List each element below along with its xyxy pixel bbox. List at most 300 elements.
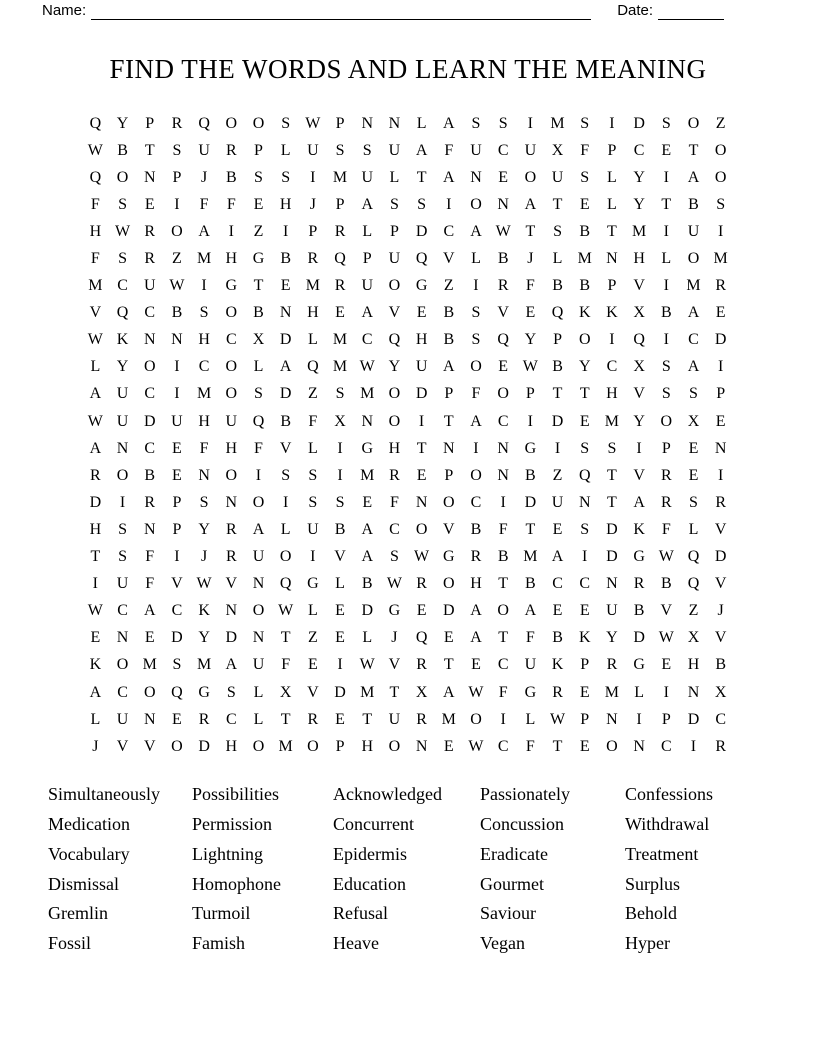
grid-letter: R	[225, 141, 237, 159]
grid-letter: O	[143, 683, 156, 701]
grid-letter: V	[443, 250, 455, 268]
grid-letter: T	[90, 548, 101, 566]
grid-letter: O	[225, 114, 238, 132]
grid-letter: T	[416, 439, 427, 457]
grid-letter: Q	[388, 331, 401, 349]
word-list-item: Education	[333, 873, 406, 894]
grid-letter: Y	[198, 520, 210, 538]
grid-letter: M	[604, 412, 620, 430]
grid-letter: Q	[171, 683, 183, 701]
grid-letter: Q	[116, 304, 129, 322]
grid-letter: D	[89, 493, 102, 511]
grid-letter: A	[687, 168, 700, 186]
grid-letter: U	[388, 250, 401, 268]
grid-letter: E	[335, 710, 345, 728]
grid-letter: Q	[415, 250, 428, 268]
grid-letter: S	[389, 195, 399, 213]
grid-letter: E	[172, 710, 182, 728]
grid-letter: U	[116, 385, 129, 403]
word-list-item: Medication	[48, 814, 130, 835]
grid-letter: F	[254, 439, 263, 457]
grid-letter: L	[90, 710, 101, 728]
grid-letter: S	[498, 114, 508, 132]
grid-letter: J	[527, 250, 534, 268]
grid-letter: M	[523, 548, 538, 566]
grid-letter: G	[198, 683, 210, 701]
grid-letter: Z	[552, 466, 563, 484]
grid-letter: D	[361, 602, 373, 620]
grid-letter: K	[633, 520, 645, 538]
grid-letter: N	[116, 629, 129, 647]
grid-letter: O	[415, 520, 428, 538]
grid-letter: I	[201, 277, 207, 295]
date-label: Date:	[617, 2, 654, 19]
grid-letter: S	[689, 493, 698, 511]
grid-letter: D	[687, 710, 700, 728]
grid-letter: N	[606, 710, 618, 728]
word-list	[0, 780, 816, 959]
grid-letter: N	[143, 710, 156, 728]
grid-letter: C	[361, 331, 373, 349]
grid-letter: W	[386, 575, 402, 593]
word-list-item: Behold	[625, 903, 677, 924]
grid-letter: P	[444, 385, 454, 403]
grid-letter: B	[361, 575, 373, 593]
grid-letter: R	[416, 710, 427, 728]
grid-letter: Y	[198, 629, 210, 647]
grid-letter: C	[389, 520, 400, 538]
grid-letter: U	[116, 575, 129, 593]
grid-letter: S	[362, 141, 372, 159]
grid-letter: S	[281, 168, 291, 186]
grid-letter: L	[90, 358, 101, 376]
grid-letter: V	[633, 466, 645, 484]
grid-letter: P	[580, 656, 590, 674]
grid-letter: B	[552, 629, 563, 647]
grid-letter: B	[633, 602, 645, 620]
grid-letter: R	[334, 277, 346, 295]
grid-letter: C	[117, 602, 128, 620]
grid-letter: M	[360, 683, 375, 701]
grid-letter: I	[609, 114, 615, 132]
grid-letter: X	[633, 358, 645, 376]
grid-letter: C	[497, 141, 509, 159]
grid-letter: T	[498, 575, 509, 593]
grid-letter: Y	[116, 358, 129, 376]
grid-letter: I	[473, 277, 479, 295]
grid-letter: L	[688, 520, 699, 538]
grid-letter: W	[305, 114, 321, 132]
grid-letter: B	[280, 412, 291, 430]
grid-letter: S	[199, 304, 209, 322]
grid-letter: B	[525, 575, 536, 593]
grid-letter: P	[172, 493, 182, 511]
grid-letter: V	[89, 304, 102, 322]
grid-letter: U	[551, 493, 564, 511]
grid-letter: C	[633, 141, 645, 159]
grid-letter: B	[443, 331, 455, 349]
word-list-item: Vegan	[480, 933, 525, 954]
grid-letter: A	[443, 168, 455, 186]
grid-letter: V	[714, 629, 727, 647]
grid-letter: M	[604, 683, 620, 701]
grid-letter: N	[143, 331, 156, 349]
grid-letter: K	[551, 656, 564, 674]
grid-letter: E	[579, 737, 590, 755]
grid-letter: W	[549, 710, 566, 728]
grid-letter: A	[225, 656, 238, 674]
grid-letter: V	[225, 575, 238, 593]
grid-letter: W	[468, 737, 484, 755]
grid-letter: T	[607, 222, 617, 240]
grid-letter: B	[552, 277, 563, 295]
grid-letter: D	[279, 385, 292, 403]
grid-letter: L	[362, 222, 373, 240]
word-list-item: Turmoil	[192, 903, 251, 924]
grid-letter: D	[551, 412, 564, 430]
grid-letter: A	[443, 683, 455, 701]
grid-letter: Q	[497, 331, 509, 349]
grid-letter: S	[580, 520, 590, 538]
grid-letter: I	[527, 114, 533, 132]
grid-letter: V	[143, 737, 156, 755]
grid-letter: B	[117, 141, 128, 159]
grid-letter: X	[687, 629, 700, 647]
grid-letter: Z	[307, 385, 318, 403]
grid-letter: D	[524, 493, 537, 511]
word-list-column	[480, 780, 625, 959]
grid-letter: U	[116, 710, 129, 728]
grid-letter: R	[416, 575, 427, 593]
grid-letter: L	[307, 331, 318, 349]
grid-letter: U	[252, 548, 265, 566]
grid-letter: V	[171, 575, 183, 593]
grid-letter: H	[198, 412, 210, 430]
grid-letter: I	[446, 195, 452, 213]
grid-letter: O	[279, 548, 292, 566]
grid-letter: L	[307, 439, 318, 457]
grid-letter: I	[310, 548, 316, 566]
word-list-item: Surplus	[625, 873, 681, 894]
grid-letter: O	[606, 737, 618, 755]
grid-letter: N	[225, 493, 238, 511]
grid-letter: K	[116, 331, 129, 349]
grid-letter: V	[714, 575, 727, 593]
grid-letter: N	[415, 493, 428, 511]
grid-letter: D	[714, 331, 727, 349]
grid-letter: S	[471, 114, 481, 132]
grid-letter: N	[143, 520, 156, 538]
grid-letter: A	[443, 114, 455, 132]
grid-letter: I	[282, 222, 289, 240]
grid-letter: C	[443, 222, 455, 240]
grid-letter: R	[144, 493, 156, 511]
grid-letter: N	[252, 575, 265, 593]
grid-letter: C	[144, 304, 156, 322]
grid-letter: L	[525, 710, 536, 728]
grid-letter: A	[687, 304, 700, 322]
grid-letter: B	[497, 250, 509, 268]
grid-letter: S	[335, 385, 345, 403]
grid-letter: A	[89, 439, 102, 457]
grid-letter: J	[200, 548, 208, 566]
grid-letter: N	[443, 439, 455, 457]
word-list-item: Refusal	[333, 903, 388, 924]
grid-letter: O	[252, 737, 265, 755]
name-fill-line	[91, 4, 591, 20]
grid-letter: C	[117, 683, 128, 701]
grid-letter: R	[225, 548, 237, 566]
grid-letter: O	[470, 358, 482, 376]
grid-letter: E	[552, 602, 563, 620]
grid-letter: O	[116, 656, 129, 674]
grid-letter: P	[335, 195, 345, 213]
grid-letter: B	[660, 575, 672, 593]
word-list-item: Possibilities	[192, 784, 280, 805]
grid-letter: T	[552, 195, 563, 213]
grid-letter: J	[92, 737, 99, 755]
grid-letter: O	[687, 114, 700, 132]
grid-letter: I	[255, 466, 262, 484]
grid-letter: H	[89, 222, 102, 240]
word-search-grid	[82, 110, 735, 760]
grid-letter: U	[388, 710, 401, 728]
grid-letter: N	[116, 439, 129, 457]
grid-letter: E	[552, 520, 563, 538]
word-list-item: Famish	[192, 933, 246, 954]
grid-letter: I	[228, 222, 234, 240]
grid-letter: C	[688, 331, 699, 349]
grid-letter: P	[607, 141, 617, 159]
grid-letter: G	[633, 656, 645, 674]
grid-letter: M	[305, 277, 320, 295]
grid-letter: F	[525, 737, 535, 755]
grid-letter: M	[278, 737, 293, 755]
grid-letter: I	[119, 493, 126, 511]
grid-letter: X	[633, 304, 645, 322]
grid-letter: O	[497, 385, 509, 403]
grid-letter: B	[144, 466, 156, 484]
grid-letter: B	[579, 222, 591, 240]
grid-letter: H	[606, 385, 618, 403]
grid-letter: I	[473, 439, 479, 457]
grid-letter: F	[145, 548, 155, 566]
grid-letter: U	[143, 277, 156, 295]
grid-letter: E	[443, 629, 454, 647]
grid-letter: L	[416, 114, 427, 132]
grid-letter: P	[607, 277, 617, 295]
grid-letter: O	[388, 385, 401, 403]
grid-letter: N	[578, 493, 591, 511]
grid-letter: A	[415, 141, 428, 159]
grid-letter: E	[307, 656, 318, 674]
grid-letter: Q	[578, 466, 591, 484]
grid-letter: B	[525, 466, 536, 484]
word-list-column	[192, 780, 333, 959]
grid-letter: V	[660, 602, 673, 620]
grid-letter: O	[307, 737, 319, 755]
grid-letter: B	[225, 168, 237, 186]
grid-letter: U	[198, 141, 210, 159]
word-list-item: Eradicate	[480, 843, 548, 864]
grid-letter: P	[172, 520, 182, 538]
grid-letter: I	[418, 412, 425, 430]
grid-letter: E	[144, 195, 155, 213]
grid-letter: W	[169, 277, 185, 295]
grid-letter: E	[90, 629, 101, 647]
grid-letter: W	[196, 575, 212, 593]
grid-letter: I	[609, 331, 615, 349]
grid-letter: F	[525, 277, 535, 295]
grid-letter: P	[444, 466, 454, 484]
grid-letter: B	[280, 250, 291, 268]
grid-letter: U	[307, 520, 319, 538]
grid-letter: U	[252, 656, 265, 674]
grid-letter: B	[715, 656, 726, 674]
grid-letter: U	[116, 412, 129, 430]
grid-letter: G	[633, 548, 645, 566]
grid-letter: V	[443, 520, 455, 538]
grid-letter: U	[551, 168, 564, 186]
grid-letter: N	[497, 466, 509, 484]
grid-letter: W	[87, 602, 103, 620]
grid-letter: S	[580, 439, 590, 457]
grid-letter: E	[579, 195, 590, 213]
grid-letter: A	[524, 195, 537, 213]
grid-letter: W	[414, 548, 430, 566]
grid-letter: A	[633, 493, 645, 511]
grid-letter: I	[717, 222, 724, 240]
grid-letter: P	[254, 141, 263, 159]
grid-letter: C	[606, 358, 618, 376]
grid-letter: C	[552, 575, 563, 593]
grid-letter: J	[309, 195, 316, 213]
grid-letter: U	[225, 412, 238, 430]
grid-letter: A	[524, 602, 537, 620]
grid-letter: T	[607, 493, 617, 511]
word-list-item: Gremlin	[48, 903, 108, 924]
grid-letter: O	[388, 737, 401, 755]
grid-letter: I	[663, 331, 669, 349]
grid-letter: L	[253, 358, 264, 376]
grid-letter: M	[332, 331, 348, 349]
grid-letter: U	[470, 141, 482, 159]
grid-letter: E	[715, 412, 726, 430]
grid-letter: C	[171, 602, 183, 620]
grid-letter: V	[633, 385, 645, 403]
grid-letter: C	[497, 656, 509, 674]
grid-letter: P	[335, 114, 345, 132]
grid-letter: Z	[715, 114, 726, 132]
grid-letter: S	[607, 439, 617, 457]
grid-letter: H	[225, 737, 238, 755]
grid-letter: C	[715, 710, 726, 728]
grid-letter: P	[553, 331, 562, 349]
grid-letter: E	[335, 602, 345, 620]
grid-letter: M	[631, 222, 647, 240]
grid-letter: A	[279, 358, 292, 376]
grid-letter: T	[607, 466, 617, 484]
grid-letter: Y	[633, 195, 645, 213]
grid-letter: H	[687, 656, 700, 674]
grid-letter: T	[525, 222, 536, 240]
grid-letter: L	[280, 141, 291, 159]
grid-letter: T	[498, 629, 509, 647]
grid-letter: U	[361, 168, 373, 186]
grid-letter: M	[713, 250, 728, 268]
grid-letter: C	[225, 331, 237, 349]
name-date-row	[0, 2, 816, 20]
grid-letter: Y	[606, 629, 618, 647]
grid-letter: P	[308, 222, 318, 240]
grid-letter: I	[337, 466, 343, 484]
grid-letter: M	[332, 168, 348, 186]
grid-letter: I	[337, 656, 343, 674]
grid-letter: Q	[198, 114, 210, 132]
grid-letter: I	[663, 277, 669, 295]
grid-letter: B	[253, 304, 264, 322]
grid-letter: N	[143, 168, 156, 186]
word-list-item: Homophone	[192, 873, 281, 894]
grid-letter: R	[144, 250, 156, 268]
grid-letter: A	[470, 222, 482, 240]
grid-letter: R	[334, 222, 346, 240]
grid-letter: O	[116, 466, 129, 484]
grid-letter: U	[415, 358, 428, 376]
grid-letter: P	[145, 114, 155, 132]
grid-letter: L	[552, 250, 563, 268]
grid-letter: O	[470, 710, 482, 728]
grid-letter: D	[633, 629, 645, 647]
grid-letter: N	[497, 195, 509, 213]
grid-letter: O	[470, 195, 482, 213]
grid-letter: R	[198, 710, 210, 728]
grid-letter: N	[252, 629, 265, 647]
grid-letter: X	[551, 141, 564, 159]
grid-letter: A	[89, 683, 102, 701]
grid-letter: M	[550, 114, 565, 132]
word-list-column	[625, 780, 713, 959]
grid-letter: T	[552, 385, 563, 403]
word-list-item: Acknowledged	[333, 784, 442, 805]
grid-letter: W	[468, 683, 484, 701]
grid-letter: D	[198, 737, 210, 755]
grid-letter: D	[171, 629, 183, 647]
grid-letter: U	[524, 656, 537, 674]
grid-letter: E	[471, 656, 481, 674]
grid-letter: V	[116, 737, 129, 755]
word-list-item: Concussion	[480, 814, 565, 835]
grid-letter: T	[552, 737, 563, 755]
grid-letter: N	[606, 250, 618, 268]
grid-letter: C	[117, 277, 128, 295]
grid-letter: J	[200, 168, 208, 186]
grid-letter: L	[661, 250, 672, 268]
grid-letter: Q	[307, 358, 319, 376]
grid-letter: O	[443, 493, 455, 511]
grid-letter: K	[606, 304, 618, 322]
word-list-item: Saviour	[480, 903, 536, 924]
grid-letter: A	[470, 412, 482, 430]
grid-letter: L	[280, 520, 291, 538]
grid-letter: O	[225, 304, 238, 322]
grid-letter: D	[633, 114, 645, 132]
grid-letter: E	[335, 304, 345, 322]
grid-letter: O	[252, 114, 265, 132]
grid-letter: E	[715, 304, 726, 322]
grid-letter: Q	[551, 304, 564, 322]
grid-letter: X	[334, 412, 346, 430]
